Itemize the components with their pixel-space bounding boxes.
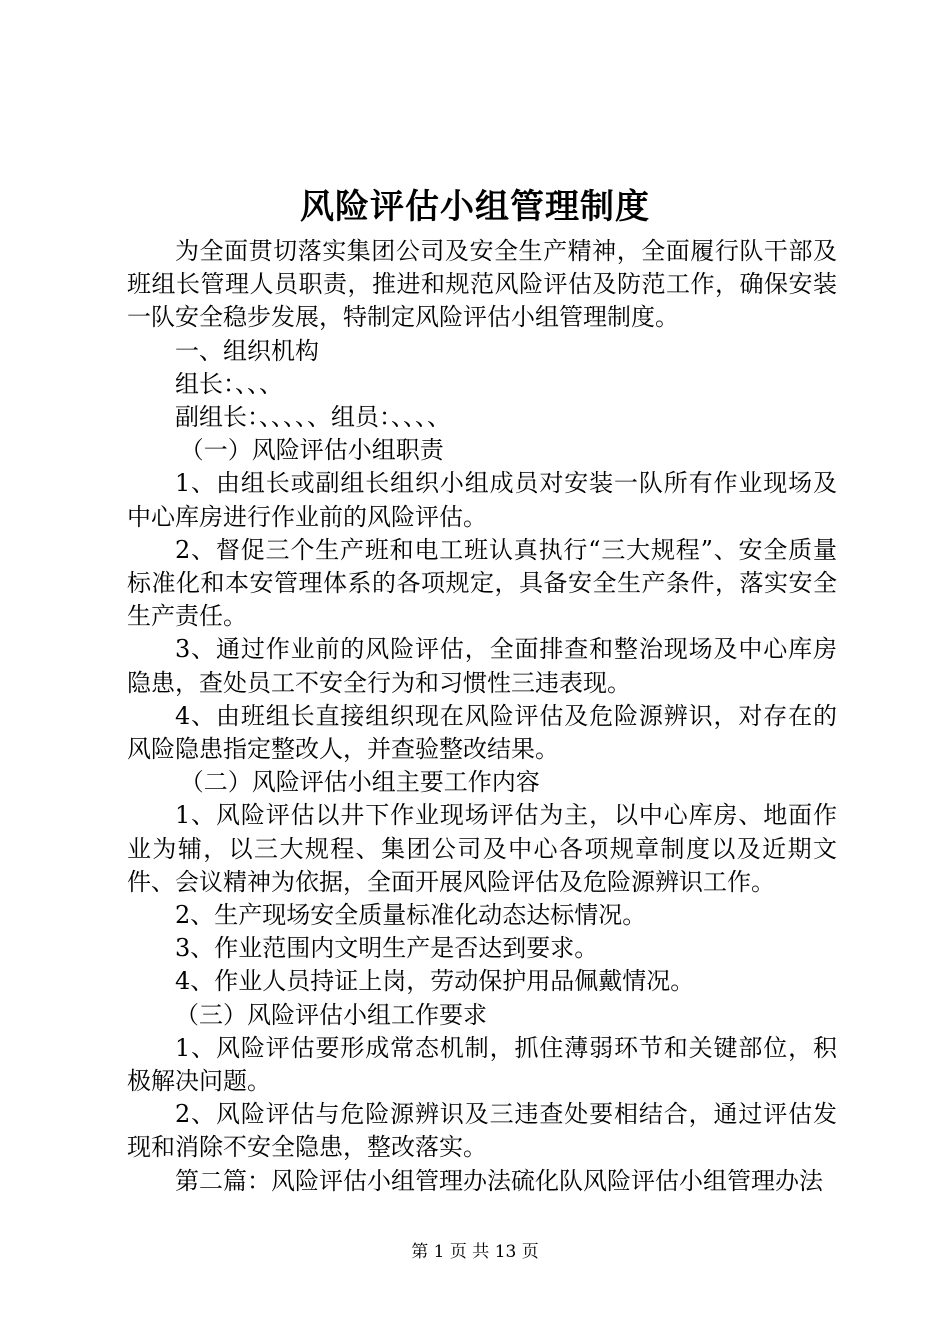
- paragraph-work-2: 2、生产现场安全质量标准化动态达标情况。: [175, 901, 647, 930]
- paragraph-second-article: 第二篇：风险评估小组管理办法硫化队风险评估小组管理办法: [175, 1166, 823, 1195]
- document-title: 风险评估小组管理制度: [300, 187, 650, 227]
- paragraph-intro: 为全面贯切落实集团公司及安全生产精神，全面履行队干部及班组长管理人员职责，推进和规范风险评估及防范工作，确保安装一队安全稳步发展，特制定风险评估小组管理制度。: [127, 237, 837, 332]
- paragraph-duty-3: 3、通过作业前的风险评估，全面排查和整治现场及中心库房隐患，查处员工不安全行为和习惯性三违表现。: [127, 635, 837, 697]
- paragraph-requirement-1: 1、风险评估要形成常态机制，抓住薄弱环节和关键部位，积极解决问题。: [127, 1033, 837, 1096]
- subsection-heading-work-content: （二）风险评估小组主要工作内容: [179, 768, 540, 797]
- subsection-heading-requirements: （三）风险评估小组工作要求: [175, 1000, 487, 1029]
- document-body: [127, 235, 837, 1198]
- paragraph-work-4: 4、作业人员持证上岗，劳动保护用品佩戴情况。: [175, 967, 695, 996]
- paragraph-work-1: 1、风险评估以井下作业现场评估为主，以中心库房、地面作业为辅，以三大规程、集团公司及中心各项规章制度以及近期文件、会议精神为依据，全面开展风险评估及危险源辨识工作。: [127, 801, 837, 896]
- paragraph-leader: 组长：、、、: [175, 369, 283, 398]
- paragraph-duty-1: 1、由组长或副组长组织小组成员对安装一队所有作业现场及中心库房进行作业前的风险评估。: [127, 469, 837, 531]
- section-heading-organization: 一、组织机构: [175, 336, 319, 365]
- paragraph-work-3: 3、作业范围内文明生产是否达到要求。: [175, 934, 599, 963]
- page-number-footer: 第 1 页 共 13 页: [411, 1242, 539, 1262]
- paragraph-duty-4: 4、由班组长直接组织现在风险评估及危险源辨识，对存在的风险隐患指定整改人，并查验整改结果。: [127, 701, 837, 764]
- paragraph-requirement-2: 2、风险评估与危险源辨识及三违查处要相结合，通过评估发现和消除不安全隐患，整改落实。: [127, 1100, 837, 1162]
- paragraph-deputy-members: 副组长：、、、、、组员：、、、、: [175, 403, 451, 432]
- paragraph-duty-2: 2、督促三个生产班和电工班认真执行“三大规程”、安全质量标准化和本安管理体系的各项规定，具备安全生产条件，落实安全生产责任。: [127, 535, 837, 631]
- subsection-heading-duties: （一）风险评估小组职责: [179, 436, 444, 465]
